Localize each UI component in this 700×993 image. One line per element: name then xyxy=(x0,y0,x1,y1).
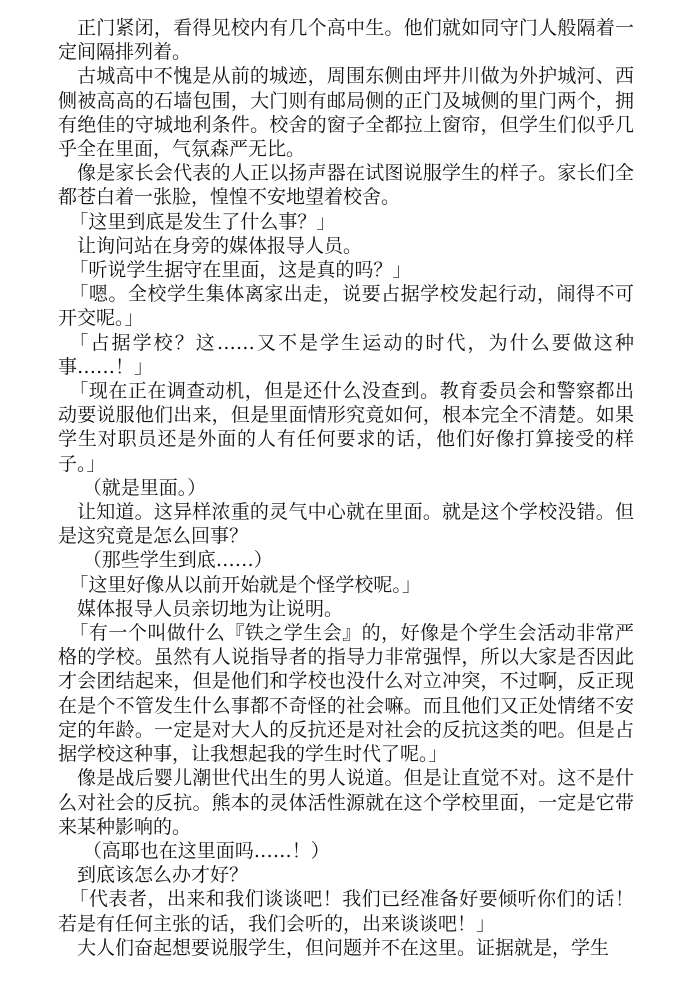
dialogue-line: 「占据学校？这……又不是学生运动的时代，为什么要做这种事……！」 xyxy=(58,331,634,378)
paragraph: 像是战后婴儿潮世代出生的男人说道。但是让直觉不对。这不是什么对社会的反抗。熊本的灵体活性源就在这个学校里面，一定是它带来某种影响的。 xyxy=(58,767,634,838)
dialogue-line: 「有一个叫做什么『铁之学生会』的，好像是个学生会活动非常严格的学校。虽然有人说指导者的指导力非常强悍，所以大家是否因此才会团结起来，但是他们和学校也没什么对立冲突，不过啊，反正现在是个不管发生什么事都不奇怪的社会嘛。而且他们又正处情绪不安定的年龄。一定是对大人的反抗还是对社会的反抗这类的吧。但是占据学校这种事，让我想起我的学生时代了呢。」 xyxy=(58,622,634,766)
paragraph: 到底该怎么办才好？ xyxy=(77,864,249,887)
document-page xyxy=(58,16,634,960)
paragraph: 大人们奋起想要说服学生，但问题并不在这里。证据就是，学生 xyxy=(77,936,610,959)
paragraph: 让询问站在身旁的媒体报导人员。 xyxy=(77,234,363,257)
dialogue-line: 「这里到底是发生了什么事？」 xyxy=(69,210,336,233)
paragraph: 古城高中不愧是从前的城迹，周围东侧由坪井川做为外护城河、西侧被高高的石墙包围，大门则有邮局侧的正门及城侧的里门两个，拥有绝佳的守城地利条件。校舍的窗子全都拉上窗帘，但学生们似乎几乎全在里面，气氛森严无比。 xyxy=(58,65,634,161)
paragraph: 正门紧闭，看得见校内有几个高中生。他们就如同守门人般隔着一定间隔排列着。 xyxy=(58,17,634,64)
inner-thought: （高耶也在这里面吗……！） xyxy=(82,839,330,862)
dialogue-line: 「听说学生据守在里面，这是真的吗？」 xyxy=(69,259,412,282)
dialogue-line: 「现在正在调查动机，但是还什么没查到。教育委员会和警察都出动要说服他们出来，但是里面情形究竟如何，根本完全不清楚。如果学生对职员还是外面的人有任何要求的话，他们好像打算接受的样子。」 xyxy=(58,380,634,475)
dialogue-line: 「代表者，出来和我们谈谈吧！我们已经准备好要倾听你们的话！若是有任何主张的话，我们会听的，出来谈谈吧！」 xyxy=(58,888,634,935)
paragraph: 像是家长会代表的人正以扬声器在试图说服学生的样子。家长们全都苍白着一张脸，惶惶不安地望着校舍。 xyxy=(58,162,634,209)
inner-thought: （就是里面。） xyxy=(82,476,207,499)
dialogue-line: 「嗯。全校学生集体离家出走，说要占据学校发起行动，闹得不可开交呢。」 xyxy=(58,283,634,330)
paragraph: 让知道。这异样浓重的灵气中心就在里面。就是这个学校没错。但是这究竟是怎么回事？ xyxy=(58,501,634,548)
dialogue-line: 「这里好像从以前开始就是个怪学校呢。」 xyxy=(69,573,421,596)
paragraph: 媒体报导人员亲切地为让说明。 xyxy=(77,597,344,620)
inner-thought: （那些学生到底……） xyxy=(82,549,273,572)
